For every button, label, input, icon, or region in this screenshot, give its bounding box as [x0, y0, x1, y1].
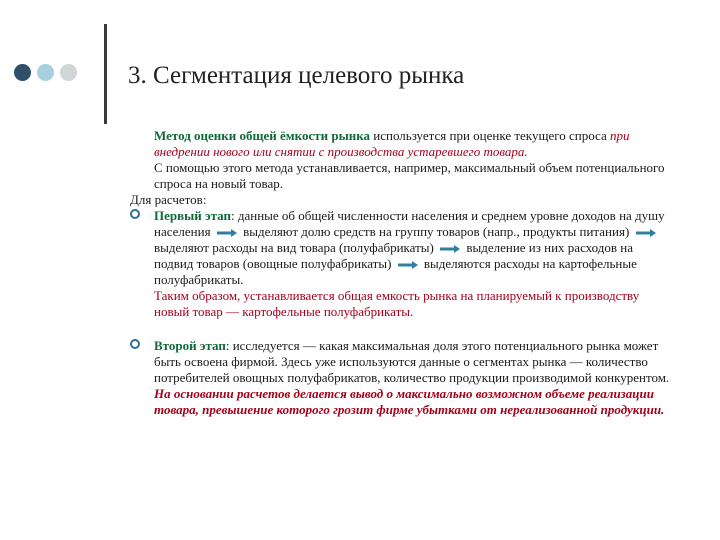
stage-two-conclusion: На основании расчетов делается вывод о максимально возможном объеме реализации товара, превышение которого грозит фирме убытками от нереализованной продукции.: [154, 386, 665, 417]
stage-one-step5: выделяются расходы на картофельные полуфабрикаты.: [154, 256, 637, 287]
dot-dark: [14, 64, 31, 81]
right-arrow-icon: [397, 260, 419, 270]
bullet-icon: [130, 339, 140, 349]
stage-one-step2: выделяют долю средств на группу товаров (напр., продукты питания): [243, 224, 630, 239]
method-name: Метод оценки общей ёмкости рынка: [154, 128, 371, 143]
method-italic: при внедрении нового или снятии с производства устаревшего товара.: [154, 128, 630, 159]
calc-label: Для расчетов:: [130, 192, 207, 207]
stage-one-conclusion: Таким образом, устанавливается общая емкость рынка на планируемый к производству новый товар — картофельные полуфабрикаты.: [154, 288, 640, 319]
right-arrow-icon: [439, 244, 461, 254]
stage-one-step3: выделяют расходы на вид товара (полуфабрикаты): [154, 240, 434, 255]
spacer: [130, 320, 675, 338]
decorative-dots: [14, 64, 77, 81]
dot-light-gray: [60, 64, 77, 81]
paragraph-method: [130, 128, 675, 160]
paragraph-purpose: С помощью этого метода устанавливается, например, максимальный объем потенциального спроса на новый товар.: [154, 160, 665, 191]
stage-one-label: Первый этап: [154, 208, 232, 223]
stage-two-text: : исследуется — какая максимальная доля этого потенциального рынка может быть освоена фирмой. Здесь уже используются данные о сегментах рынка — количество потребителей овощных полуфабрикатов, количество продукции производимой конкурентом.: [154, 338, 670, 385]
stage-two: [130, 338, 675, 418]
stage-one-step4: выделение из них расходов на подвид товаров (овощные полуфабрикаты): [154, 240, 634, 271]
dot-light-blue: [37, 64, 54, 81]
stage-one-text: : данные об общей численности населения и среднем уровне доходов на душу населения: [154, 208, 665, 239]
slide-body: [130, 128, 675, 418]
bullet-icon: [130, 209, 140, 219]
title-divider: [104, 24, 107, 124]
slide-title: 3. Сегментация целевого рынка: [128, 62, 465, 89]
stage-two-label: Второй этап: [154, 338, 226, 353]
stage-one: [130, 208, 675, 288]
method-text: используется при оценке текущего спроса: [373, 128, 607, 143]
right-arrow-icon: [635, 228, 657, 238]
right-arrow-icon: [216, 228, 238, 238]
